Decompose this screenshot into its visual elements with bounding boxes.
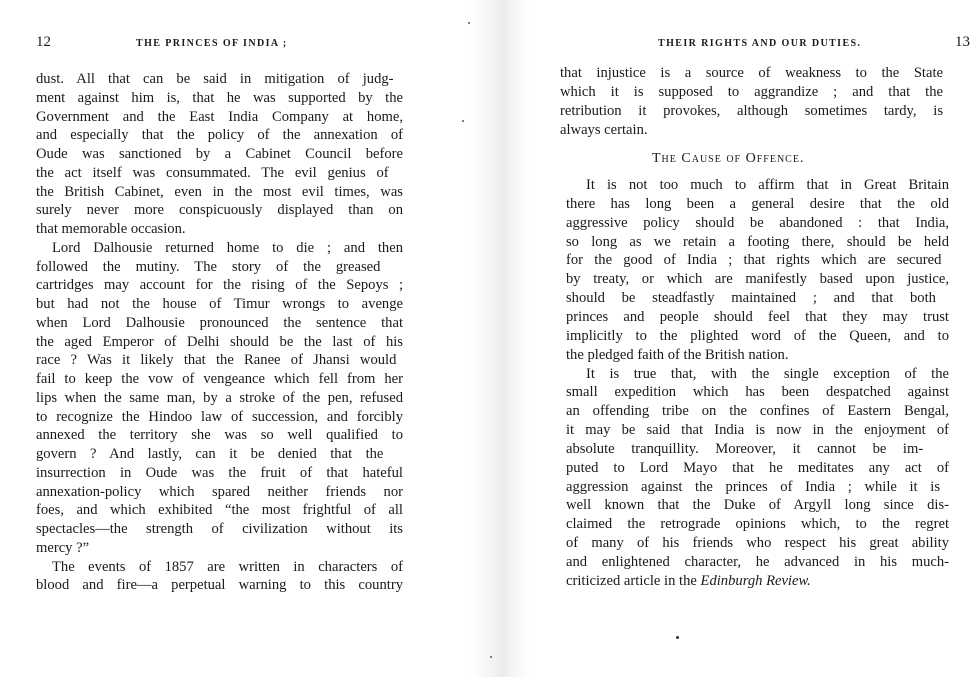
text-line: retribution it provokes, although sometimes tardy, is (560, 103, 943, 119)
text-line: of many of his friends who respect his great ability (566, 535, 949, 552)
text-line: Government and the East India Company at home, (36, 108, 403, 125)
text-line: Oude was sanctioned by a Cabinet Council before (36, 146, 403, 162)
journal-title: Edinburgh Review. (700, 572, 811, 589)
right-running-head: THEIR RIGHTS AND OUR DUTIES. (658, 38, 862, 49)
text-line: claimed the retrograde opinions which, to the regret (566, 516, 949, 533)
text-line: spectacles—the strength of civilization without its (36, 521, 403, 537)
left-page (0, 0, 470, 677)
text-line: mercy ?” (36, 539, 90, 556)
text-line: the aged Emperor of Delhi should be the last of his (36, 333, 403, 350)
text-line-last (566, 572, 811, 590)
text-line: that injustice is a source of weakness to the State (560, 65, 943, 81)
text-line: surely never more conspicuously displayed than on (36, 202, 403, 219)
text-line: blood and fire—a perpetual warning to this country (36, 577, 403, 594)
text-line: when Lord Dalhousie pronounced the sentence that (36, 314, 403, 331)
scan-speck (490, 656, 492, 658)
text-line: princes and people should feel that they may trust (566, 308, 949, 325)
text-line: by treaty, or which are manifestly based upon justice, (566, 271, 949, 288)
text-line: It is not too much to affirm that in Great Britain (586, 177, 949, 193)
left-running-head: THE PRINCES OF INDIA ; (136, 38, 288, 49)
text-line: for the good of India ; that rights which are secured (566, 252, 942, 269)
text-line: ment against him is, that he was supported by the (36, 89, 403, 106)
text-line: so long as we retain a footing there, should be held (566, 233, 949, 250)
text-line: aggression against the princes of India ; while it is (566, 478, 940, 495)
text-line: foes, and which exhibited “the most frightful of all (36, 502, 403, 519)
text-line: should be steadfastly maintained ; and that both (566, 290, 936, 307)
right-page-number: 13 (955, 34, 970, 50)
text-line: always certain. (560, 122, 648, 138)
text-line: but had not the house of Timur wrongs to avenge (36, 296, 403, 312)
text-line: fail to keep the vow of vengeance which fell from her (36, 371, 403, 387)
text-line: the act itself was consummated. The evil genius of (36, 164, 389, 181)
text-line: to recognize the Hindoo law of succession, and forcibly (36, 408, 403, 425)
left-page-header (36, 34, 406, 54)
text-line: absolute tranquillity. Moreover, it cannot be im- (566, 440, 924, 457)
text-line: aggressive policy should be abandoned : that India, (566, 214, 949, 231)
text-line: an offending tribe on the confines of Eastern Bengal, (566, 403, 949, 420)
text-line: insurrection in Oude was the fruit of that hateful (36, 464, 403, 481)
right-page-header (560, 34, 970, 54)
text-line: and especially that the policy of the annexation of (36, 127, 403, 144)
text-line: race ? Was it likely that the Ranee of Jhansi would (36, 352, 397, 369)
scan-speck (676, 636, 679, 639)
text-line: dust. All that can be said in mitigation of judg- (36, 71, 394, 87)
text-line: there has long been a general desire that the old (566, 195, 949, 212)
text-line: that memorable occasion. (36, 221, 186, 237)
section-heading: The Cause of Offence. (652, 151, 805, 166)
text-line: the British Cabinet, even in the most evil times, was (36, 183, 403, 200)
text-line: small expedition which has been despatched against (566, 384, 949, 401)
text-line: It is true that, with the single exception of the (586, 365, 949, 382)
text-line: which it is supposed to aggrandize ; and that the (560, 84, 943, 100)
text-line: implicitly to the plighted word of the Queen, and to (566, 327, 949, 344)
text-line: cartridges may account for the rising of the Sepoys ; (36, 277, 403, 294)
text-line: followed the mutiny. The story of the greased (36, 258, 381, 275)
text-line: annexation-policy which spared neither friends nor (36, 483, 403, 500)
text-line-prefix: criticized article in the (566, 572, 697, 589)
book-gutter (470, 0, 530, 677)
text-line: Lord Dalhousie returned home to die ; and then (52, 239, 403, 256)
text-line: The events of 1857 are written in characters of (52, 558, 403, 575)
text-line: puted to Lord Mayo that he meditates any act of (566, 459, 949, 476)
scan-speck (468, 22, 470, 24)
text-line: the pledged faith of the British nation. (566, 346, 789, 363)
text-line: govern ? And lastly, can it be denied that the (36, 446, 384, 462)
text-line: lips when the same man, by a stroke of the pen, refused (36, 389, 403, 406)
text-line: it may be said that India is now in the enjoyment of (566, 422, 949, 439)
text-line: well known that the Duke of Argyll long since dis- (566, 497, 949, 514)
right-page (530, 0, 980, 677)
text-line: annexed the territory she was so well qualified to (36, 427, 403, 444)
text-line: and enlightened character, he advanced in his much- (566, 554, 949, 570)
left-page-number: 12 (36, 34, 51, 50)
scan-speck (462, 120, 464, 122)
